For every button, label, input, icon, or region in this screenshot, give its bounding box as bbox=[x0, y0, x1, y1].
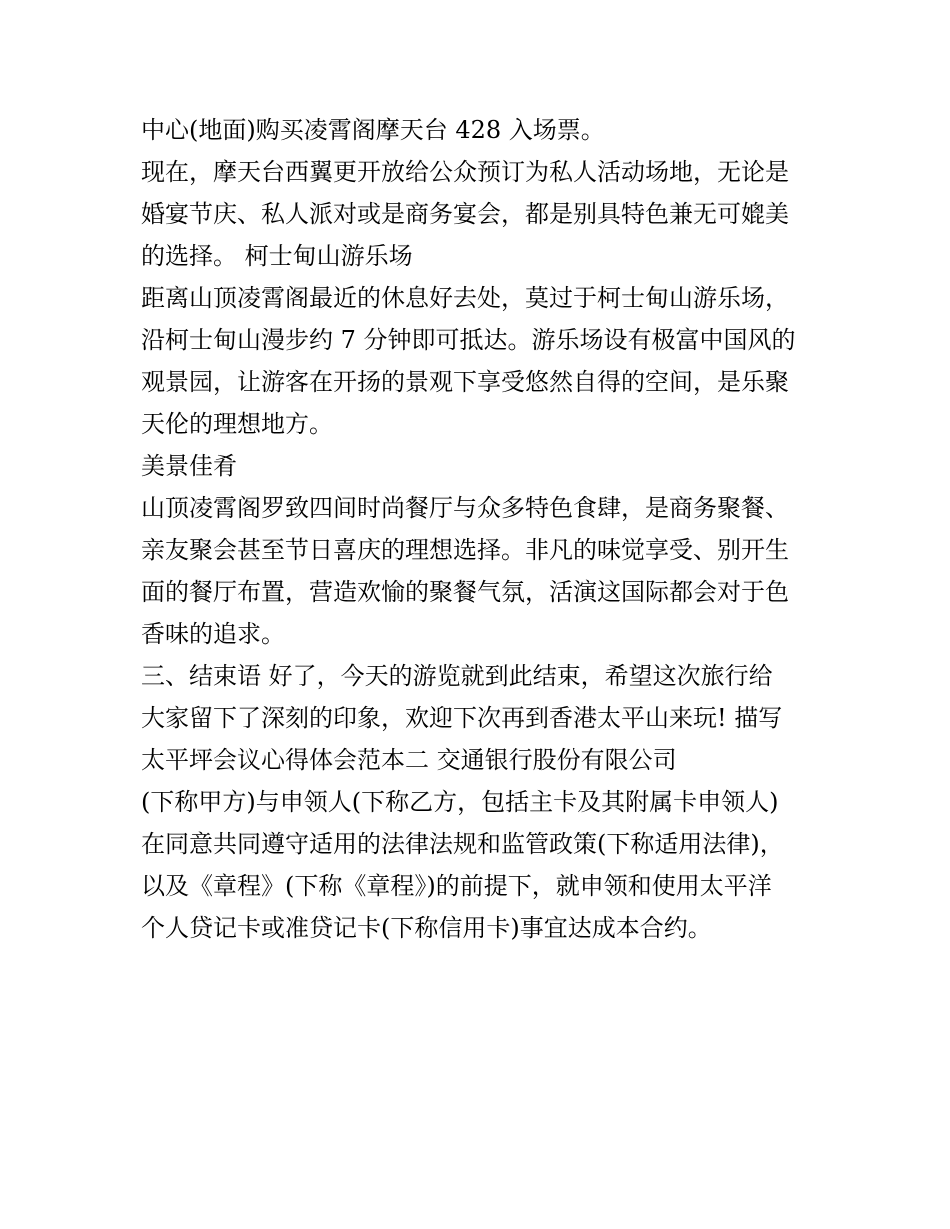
text-line: 山顶凌霄阁罗致四间时尚餐厅与众多特色食肆，是商务聚餐、 bbox=[141, 494, 789, 522]
text-line: 在同意共同遵守适用的法律法规和监管政策(下称适用法律)， bbox=[141, 830, 784, 858]
text-line: 距离山顶凌霄阁最近的休息好去处，莫过于柯士甸山游乐场， bbox=[141, 284, 789, 312]
text-line: 个人贷记卡或准贷记卡(下称信用卡)事宜达成本合约。 bbox=[141, 914, 712, 942]
document-body-text bbox=[141, 109, 821, 949]
text-line: 中心(地面)购买凌霄阁摩天台 428 入场票。 bbox=[141, 116, 605, 144]
text-line: 沿柯士甸山漫步约 7 分钟即可抵达。游乐场设有极富中国风的 bbox=[141, 326, 796, 354]
text-line: 面的餐厅布置，营造欢愉的聚餐气氛，活演这国际都会对于色 bbox=[141, 578, 789, 606]
text-line: 天伦的理想地方。 bbox=[141, 410, 333, 438]
text-line: 香味的追求。 bbox=[141, 620, 285, 648]
text-line: 现在，摩天台西翼更开放给公众预订为私人活动场地，无论是 bbox=[141, 158, 789, 186]
text-line: 观景园，让游客在开扬的景观下享受悠然自得的空间，是乐聚 bbox=[141, 368, 789, 396]
section-heading: 美景佳肴 bbox=[141, 452, 237, 480]
text-line: 以及《章程》(下称《章程》)的前提下，就申领和使用太平洋 bbox=[141, 872, 772, 900]
text-line: (下称甲方)与申领人(下称乙方，包括主卡及其附属卡申领人) bbox=[141, 788, 779, 816]
text-line: 婚宴节庆、私人派对或是商务宴会，都是别具特色兼无可媲美 bbox=[141, 200, 789, 228]
text-line: 的选择。 柯士甸山游乐场 bbox=[141, 242, 413, 270]
text-line: 亲友聚会甚至节日喜庆的理想选择。非凡的味觉享受、别开生 bbox=[141, 536, 789, 564]
text-line: 三、结束语 好了，今天的游览就到此结束，希望这次旅行给 bbox=[141, 662, 773, 690]
text-line: 大家留下了深刻的印象，欢迎下次再到香港太平山来玩! 描写 bbox=[141, 704, 783, 732]
text-line: 太平坪会议心得体会范本二 交通银行股份有限公司 bbox=[141, 746, 677, 774]
